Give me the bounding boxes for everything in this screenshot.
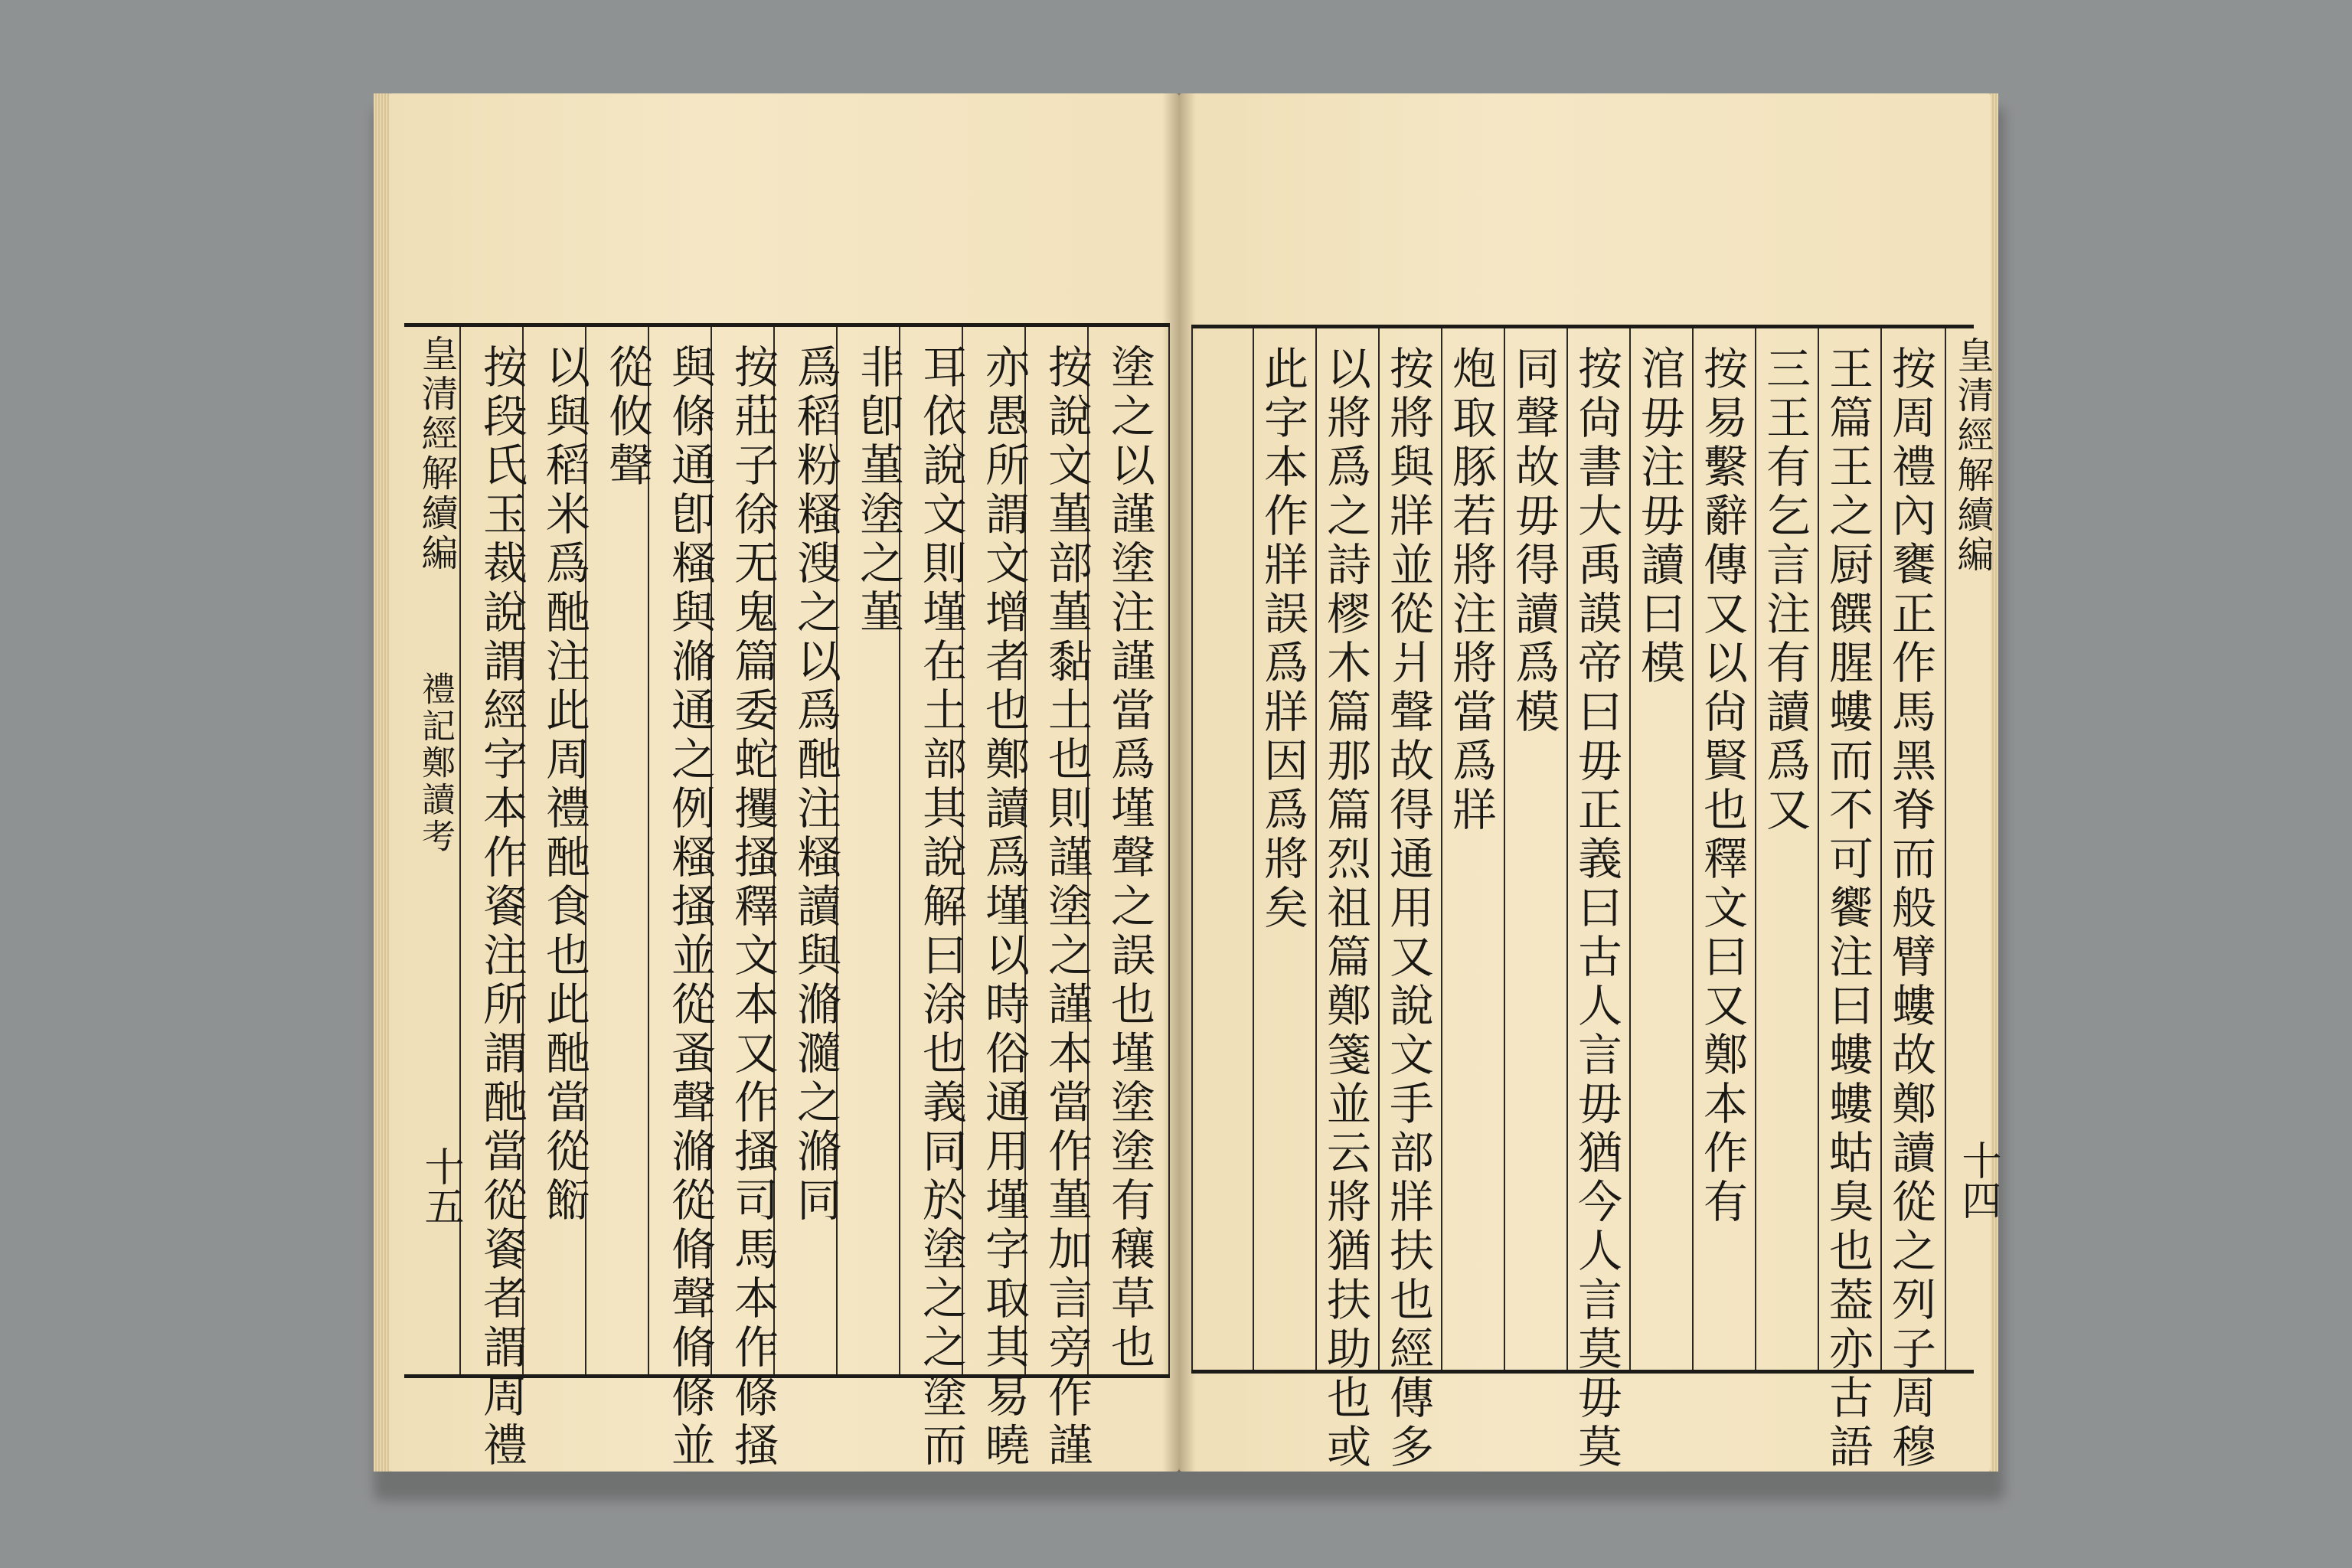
left-margin-subtitle: 禮記鄭讀考 <box>416 671 455 855</box>
column-rule <box>1504 328 1505 1370</box>
text-column: 三王有乞言注有讀爲又 <box>1759 345 1811 835</box>
text-column: 同聲故毋得讀爲模 <box>1508 345 1560 737</box>
text-column: 按尙書大禹謨帝曰毋正義曰古人言毋猶今人言莫毋莫 <box>1570 345 1622 1472</box>
text-column: 按莊子徐无鬼篇委蛇攫搔釋文本又作搔司馬本作條搔 <box>727 344 779 1471</box>
left-text-frame <box>404 323 1170 1471</box>
column-rule <box>1755 328 1756 1370</box>
text-column: 按易繫辭傳又以尙賢也釋文曰又鄭本作有 <box>1696 345 1748 1227</box>
column-rule <box>1315 328 1317 1370</box>
text-column: 按說文堇部堇黏土也則謹塗之謹本當作堇加言旁作謹 <box>1040 344 1093 1471</box>
text-column: 王篇王之厨饌腥螻而不可饗注曰螻螻蛄臭也葢亦古語 <box>1821 345 1873 1472</box>
text-column: 按將與牂並從爿聲故得通用又說文手部牂扶也經傳多 <box>1382 345 1434 1472</box>
column-rule <box>1566 328 1568 1370</box>
column-rule <box>1818 328 1819 1370</box>
text-column: 從攸聲 <box>601 344 653 491</box>
text-column: 亦愚所謂文增者也鄭讀爲墐以時俗通用墐字取其易曉 <box>978 344 1030 1471</box>
text-column: 此字本作牂誤爲牂因爲將矣 <box>1256 345 1308 933</box>
text-column: 炮取豚若將注將當爲牂 <box>1445 345 1497 835</box>
text-column: 非卽堇塗之堇 <box>852 344 904 638</box>
right-folio: 十四 <box>1955 1140 2001 1220</box>
text-column: 以與稻米爲酏注此周禮酏食也此酏當從餰 <box>538 344 590 1226</box>
text-column: 涫毋注毋讀曰模 <box>1633 345 1685 688</box>
text-column: 塗之以謹塗注謹當爲墐聲之誤也墐塗塗有穰草也 <box>1103 344 1155 1373</box>
column-rule <box>1441 328 1442 1370</box>
column-rule <box>1692 328 1694 1370</box>
column-rule <box>1168 327 1170 1374</box>
left-folio: 十五 <box>417 1146 463 1226</box>
column-rule <box>1191 328 1193 1370</box>
text-column: 耳依說文則墐在土部其說解曰涂也義同於塗之之塗而 <box>915 344 967 1471</box>
right-margin-title: 皇清經解續編 <box>1951 336 1994 575</box>
text-column: 爲稻粉糔溲之以爲酏注糔讀與滫瀡之滫同 <box>789 344 841 1226</box>
page-stack-edge-left <box>374 93 390 1472</box>
column-rule <box>1378 328 1380 1370</box>
column-rule <box>1880 328 1882 1370</box>
column-rule <box>1253 328 1254 1370</box>
text-column: 按段氏玉裁說謂經字本作餈注所謂酏當從餈者謂周禮 <box>475 344 528 1471</box>
text-column: 以將爲之詩樛木篇那篇烈祖篇鄭箋並云將猶扶助也或 <box>1319 345 1371 1472</box>
column-rule <box>1629 328 1631 1370</box>
open-book <box>366 93 2001 1487</box>
text-column: 與條通卽糔與滫通之例糔搔並從蚤聲滫從脩聲脩條並 <box>664 344 716 1471</box>
left-margin-title: 皇清經解續編 <box>415 335 458 573</box>
right-text-frame <box>1191 325 2001 1472</box>
text-column: 按周禮內饔正作馬黑脊而般臂螻故鄭讀從之列子周穆 <box>1884 345 1936 1472</box>
